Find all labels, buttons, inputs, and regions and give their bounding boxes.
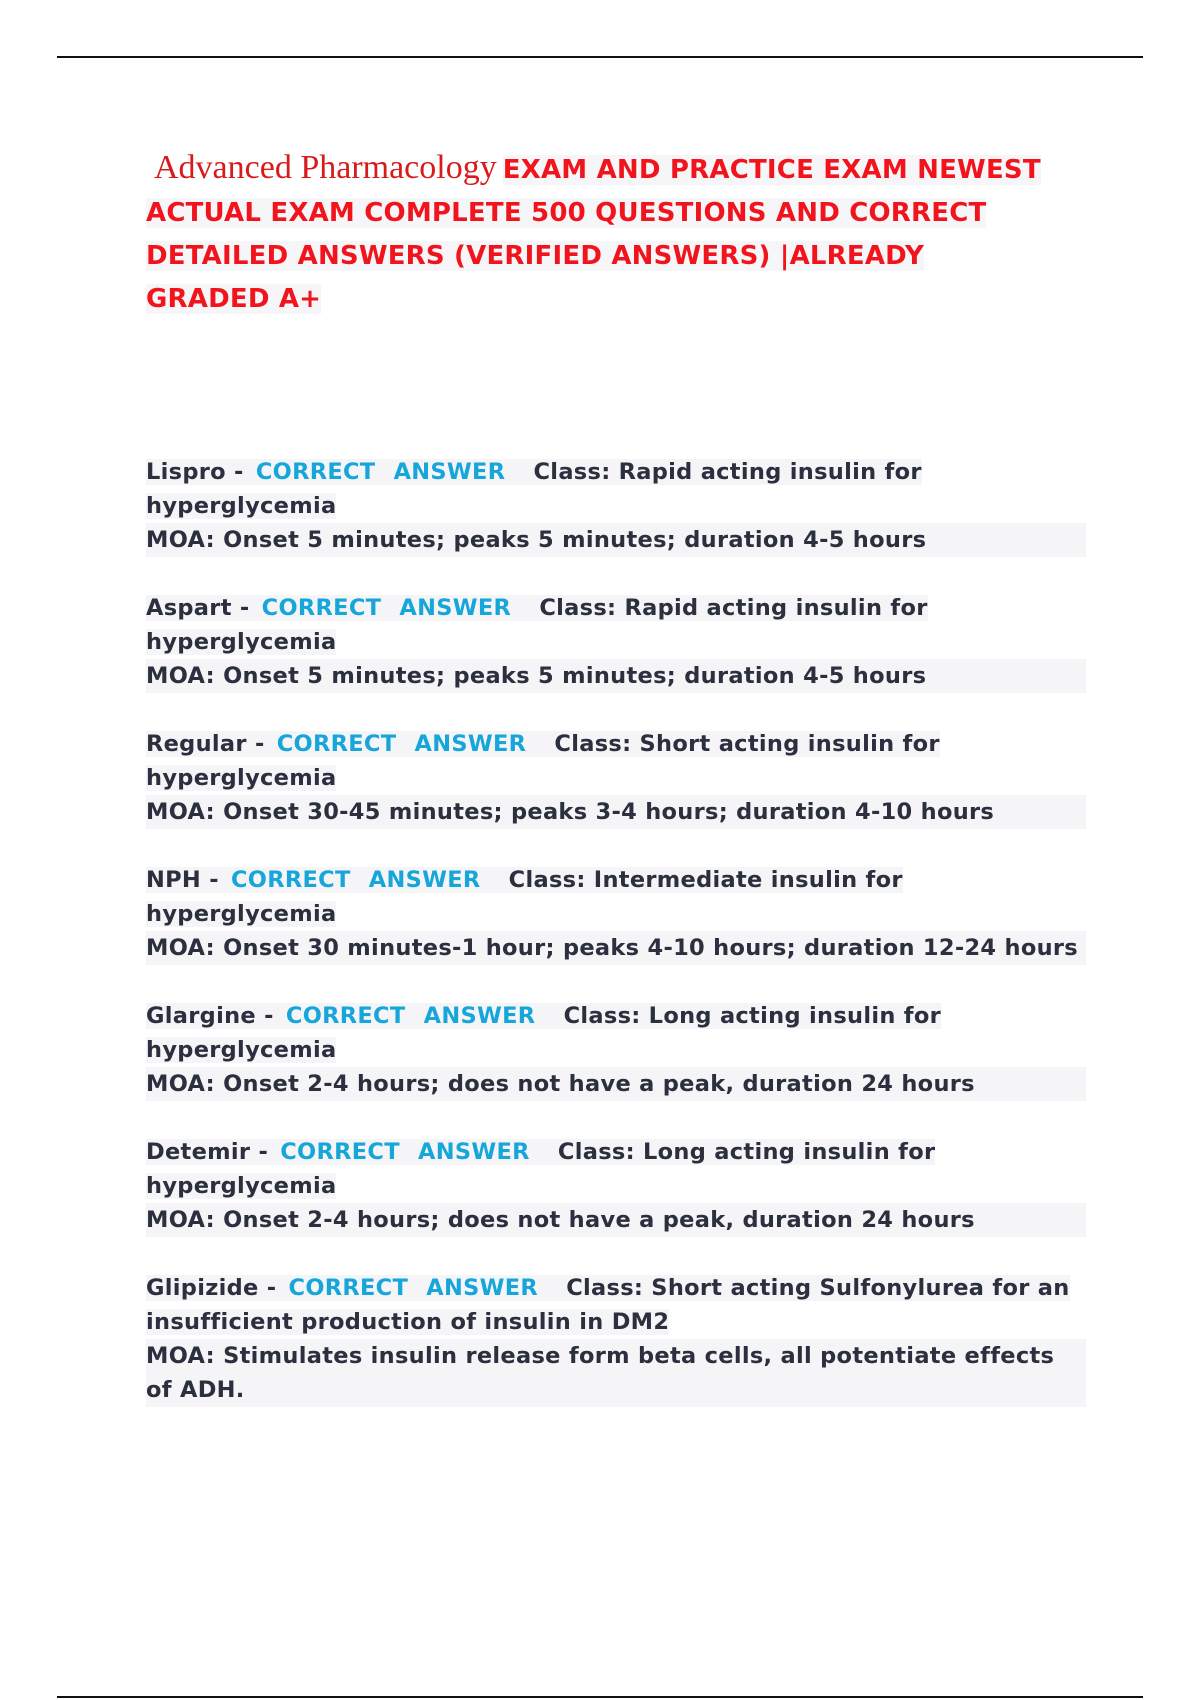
correct-answer-label: CORRECT ANSWER: [261, 595, 512, 621]
correct-answer-label: CORRECT ANSWER: [255, 459, 506, 485]
correct-answer-label: CORRECT ANSWER: [285, 1003, 536, 1029]
correct-answer-label: CORRECT ANSWER: [230, 867, 481, 893]
entry-term: Glargine: [146, 1003, 256, 1029]
entry-moa: MOA: Onset 2-4 hours; does not have a peak, duration 24 hours: [146, 1067, 1086, 1101]
document-title: [146, 148, 1046, 322]
entry-separator: -: [266, 1275, 277, 1301]
footer-rule: [57, 1696, 1143, 1698]
entry-separator: -: [239, 595, 250, 621]
entry-moa: MOA: Onset 2-4 hours; does not have a peak, duration 24 hours: [146, 1203, 1086, 1237]
entry-separator: -: [264, 1003, 274, 1029]
correct-answer-label: CORRECT ANSWER: [288, 1275, 539, 1301]
entry-separator: -: [254, 731, 265, 757]
entry-moa: MOA: Onset 30 minutes-1 hour; peaks 4-10 hours; duration 12-24 hours: [146, 931, 1086, 965]
entry-term: Aspart: [146, 595, 232, 621]
title-subject: Advanced Pharmacology: [154, 149, 497, 186]
qa-entry: [146, 455, 1086, 557]
entry-term: NPH: [146, 867, 202, 893]
entry-moa: MOA: Onset 5 minutes; peaks 5 minutes; duration 4-5 hours: [146, 523, 1086, 557]
qa-entry: [146, 591, 1086, 693]
qa-entry: [146, 1271, 1086, 1407]
entry-class: Class: Short acting Sulfonylurea for an insufficient production of insulin in DM2: [146, 1275, 1070, 1335]
qa-entry: [146, 863, 1086, 965]
entry-term: Detemir: [146, 1139, 251, 1165]
entry-class: Class: Short acting insulin for hyperglycemia: [146, 731, 940, 791]
entry-class: Class: Rapid acting insulin for hyperglycemia: [146, 595, 928, 655]
entry-class: Class: Intermediate insulin for hyperglycemia: [146, 867, 903, 927]
qa-entry: [146, 1135, 1086, 1237]
correct-answer-label: CORRECT ANSWER: [280, 1139, 530, 1165]
entry-class: Class: Long acting insulin for hyperglycemia: [146, 1139, 936, 1199]
header-rule: [57, 56, 1143, 58]
entry-moa: MOA: Onset 30-45 minutes; peaks 3-4 hours; duration 4-10 hours: [146, 795, 1086, 829]
entry-term: Lispro: [146, 459, 226, 485]
entry-term: Glipizide: [146, 1275, 259, 1301]
qa-list: [146, 455, 1086, 1441]
entry-separator: -: [258, 1139, 269, 1165]
qa-entry: [146, 999, 1086, 1101]
entry-moa: MOA: Onset 5 minutes; peaks 5 minutes; duration 4-5 hours: [146, 659, 1086, 693]
title-description: EXAM AND PRACTICE EXAM NEWEST ACTUAL EXAM COMPLETE 500 QUESTIONS AND CORRECT DETAILED ANSWERS (VERIFIED ANSWERS) |ALREADY GRADED A+: [146, 155, 1041, 314]
entry-term: Regular: [146, 731, 247, 757]
entry-class: Class: Long acting insulin for hyperglycemia: [146, 1003, 942, 1063]
entry-moa: MOA: Stimulates insulin release form beta cells, all potentiate effects of ADH.: [146, 1339, 1086, 1407]
entry-separator: -: [209, 867, 219, 893]
qa-entry: [146, 727, 1086, 829]
entry-separator: -: [234, 459, 244, 485]
entry-class: Class: Rapid acting insulin for hyperglycemia: [146, 459, 922, 519]
correct-answer-label: CORRECT ANSWER: [276, 731, 527, 757]
